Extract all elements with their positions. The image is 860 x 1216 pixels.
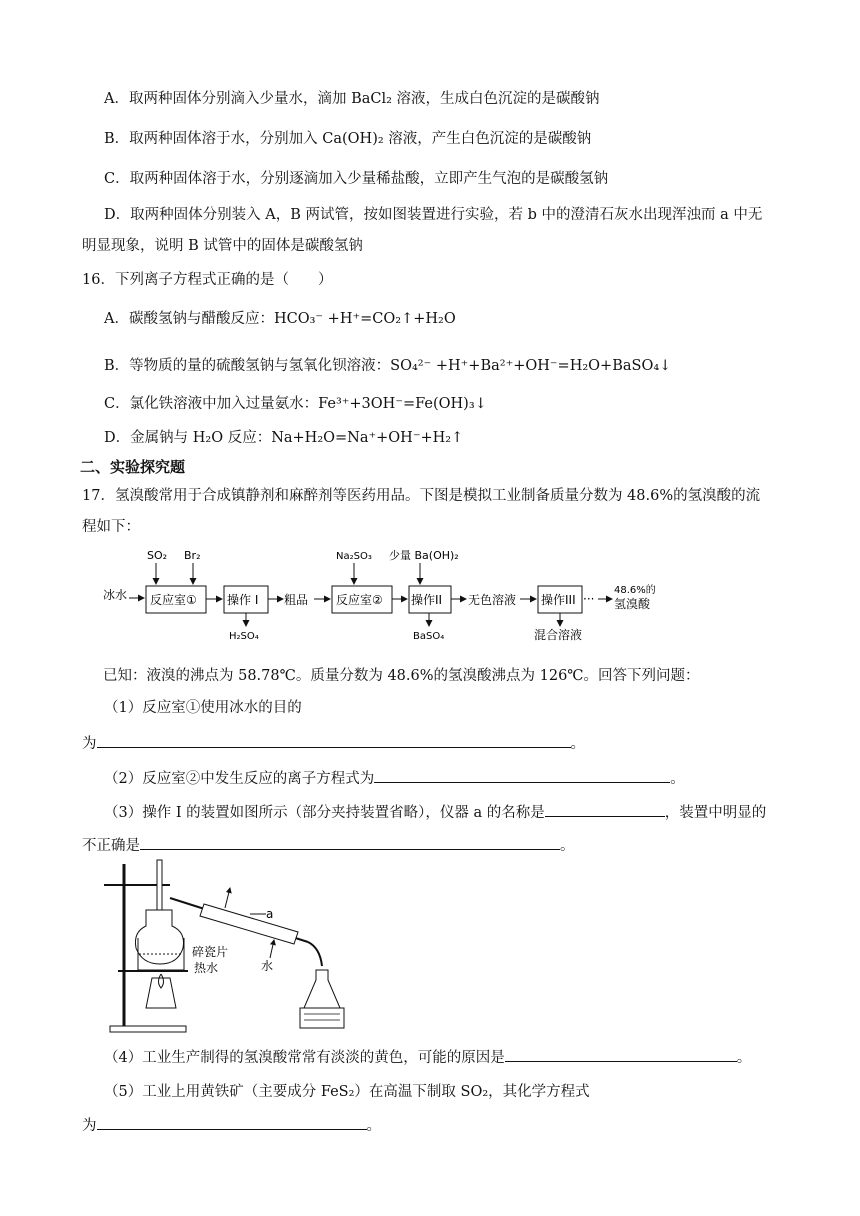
flow-reagent-br2: Br₂ <box>184 549 201 562</box>
stand-base <box>110 1026 186 1032</box>
section-heading: 二、实验探究题 <box>80 458 186 476</box>
flow-final-concentration: 48.6%的 <box>614 585 656 596</box>
q15-option-c: C．取两种固体溶于水，分别逐滴加入少量稀盐酸，立即产生气泡的是碳酸氢钠 <box>104 171 609 187</box>
q15-option-d: D．取两种固体分别装入 A，B 两试管，按如图装置进行实验，若 b 中的澄清石灰水出现浑浊而 a 中无 <box>104 207 763 223</box>
period: 。 <box>560 838 575 854</box>
label-shards: 碎瓷片 <box>192 945 229 959</box>
flow-input-ice-water: 冰水 <box>103 588 128 602</box>
q17-part1-prefix: 为 <box>82 736 97 752</box>
q16-option-b: B．等物质的量的硫酸氢钠与氢氧化钡溶液：SO₄²⁻ +H⁺+Ba²⁺+OH⁻=H₂O+BaSO₄↓ <box>104 358 672 374</box>
flow-box-operation-2-label: 操作II <box>411 593 443 607</box>
answer-blank-5[interactable] <box>97 1115 367 1130</box>
q17-stem-line1: 17．氢溴酸常用于合成镇静剂和麻醉剂等医药用品。下图是模拟工业制备质量分数为 48.6%的氢溴酸的流 <box>82 488 761 504</box>
flow-box-reactor-2-label: 反应室② <box>336 593 383 607</box>
q17-part3-question: （3）操作 I 的装置如图所示（部分夹持装置省略），仪器 a 的名称是 <box>104 805 545 821</box>
q17-stem-line2: 程如下： <box>82 519 140 535</box>
flow-final-hbr: 氢溴酸 <box>614 597 651 611</box>
conical-flask <box>304 970 340 1008</box>
q17-known-info: 已知：液溴的沸点为 58.78℃。质量分数为 48.6%的氢溴酸沸点为 126℃。回答下列问题： <box>103 668 700 684</box>
label-hot-water: 热水 <box>194 961 219 975</box>
q16-option-d: D．金属钠与 H₂O 反应：Na+H₂O=Na⁺+OH⁻+H₂↑ <box>104 430 464 446</box>
flow-reagent-na2so3: Na₂SO₃ <box>336 551 372 562</box>
q17-part2-line <box>104 768 685 789</box>
thermometer <box>157 860 162 910</box>
distillation-flask <box>135 910 183 964</box>
answer-blank-1[interactable] <box>97 733 571 748</box>
flow-box-operation-1-label: 操作 I <box>227 593 259 607</box>
q16-option-c: C．氯化铁溶液中加入过量氨水：Fe³⁺+3OH⁻=Fe(OH)₃↓ <box>104 396 487 412</box>
answer-blank-3b[interactable] <box>140 835 560 850</box>
answer-blank-4[interactable] <box>505 1047 737 1062</box>
condenser-jacket <box>200 904 298 944</box>
label-a: a <box>266 907 274 921</box>
q17-part3-prefix: 不正确是 <box>82 838 140 854</box>
period: 。 <box>736 1050 752 1066</box>
answer-blank-2[interactable] <box>374 768 670 783</box>
q17-part1-question: （1）反应室①使用冰水的目的 <box>104 700 302 716</box>
water-outlet <box>225 888 230 908</box>
flow-crude-product: 粗品 <box>284 593 309 607</box>
flow-output-mixture: 混合溶液 <box>534 628 583 642</box>
adapter-tube <box>308 942 322 966</box>
q17-part3-answer-line <box>82 835 575 856</box>
label-water: 水 <box>261 959 274 973</box>
process-flow-diagram <box>96 546 676 646</box>
flow-reagent-baoh2: 少量 Ba(OH)₂ <box>389 549 459 562</box>
q15-option-d-cont: 明显现象，说明 B 试管中的固体是碳酸氢钠 <box>82 238 363 254</box>
water-inlet <box>270 940 274 958</box>
q17-part4-question: （4）工业生产制得的氢溴酸常常有淡淡的黄色，可能的原因是 <box>104 1050 505 1066</box>
period: 。 <box>570 736 585 752</box>
answer-blank-3a[interactable] <box>545 802 665 817</box>
flow-output-baso4: BaSO₄ <box>413 631 445 642</box>
q17-part1-answer-line <box>82 733 585 754</box>
distillation-apparatus-figure <box>100 858 380 1038</box>
flow-box-reactor-1-label: 反应室① <box>150 593 197 607</box>
q15-option-a: A．取两种固体分别滴入少量水，滴加 BaCl₂ 溶液，生成白色沉淀的是碳酸钠 <box>104 91 600 107</box>
q16-option-a: A．碳酸氢钠与醋酸反应：HCO₃⁻ +H⁺=CO₂↑+H₂O <box>104 311 456 327</box>
flow-colorless-solution: 无色溶液 <box>468 593 517 607</box>
q15-option-b: B．取两种固体溶于水，分别加入 Ca(OH)₂ 溶液，产生白色沉淀的是碳酸钠 <box>104 131 592 147</box>
q17-part3-cont: ，装置中明显的 <box>664 805 767 821</box>
alcohol-lamp <box>146 978 176 1008</box>
q16-stem: 16．下列离子方程式正确的是（ ） <box>82 272 333 288</box>
q17-part5-prefix: 为 <box>82 1118 97 1134</box>
q17-part2-question: （2）反应室②中发生反应的离子方程式为 <box>104 771 375 787</box>
q17-part5-answer-line <box>82 1115 381 1136</box>
flow-output-h2so4: H₂SO₄ <box>229 631 259 642</box>
q17-part4-line <box>104 1047 751 1068</box>
period: 。 <box>366 1118 381 1134</box>
flow-box-operation-3-label: 操作III <box>541 593 576 607</box>
flow-ellipsis: ··· <box>583 592 595 606</box>
period: 。 <box>670 771 685 787</box>
flow-reagent-so2: SO₂ <box>147 549 168 562</box>
q17-part5-question: （5）工业上用黄铁矿（主要成分 FeS₂）在高温下制取 SO₂，其化学方程式 <box>104 1084 590 1100</box>
q17-part3-line <box>104 802 766 823</box>
wooden-block <box>300 1008 344 1028</box>
